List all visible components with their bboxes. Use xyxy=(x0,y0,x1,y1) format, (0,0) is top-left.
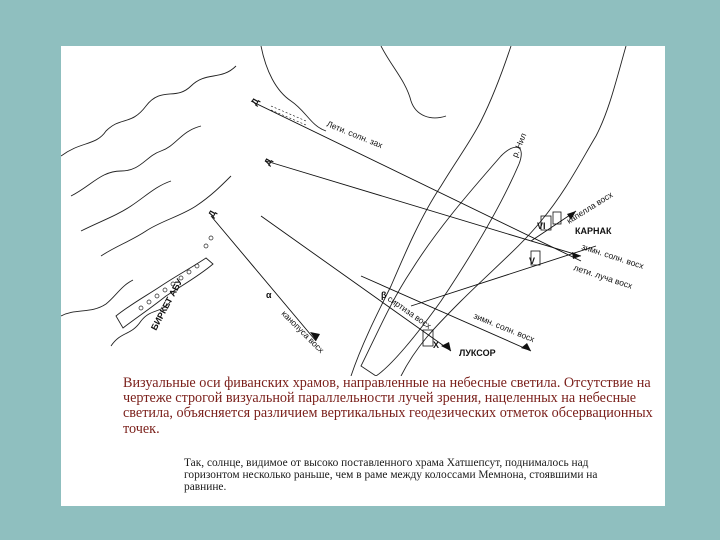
axis-summer-sunset xyxy=(251,101,581,261)
axis-winter-sunrise-karnak xyxy=(266,161,581,256)
glyph-c: Д xyxy=(206,208,218,219)
glyph-v: V xyxy=(529,256,536,266)
label-birket-abu: БИРКЕТ АБУ xyxy=(148,277,185,332)
glyph-alpha: α xyxy=(266,290,272,300)
label-canopus: канопуса восх xyxy=(279,308,327,355)
caption-main: Визуальные оси фиванских храмов, направленные на небесные светила. Отсутствие на чертеже строгой визуальной параллельности лучей зрения, нацеленных на небесные светила, объясняется различием вертикальных геодезических отметок обсервационных точек. xyxy=(123,375,653,437)
label-winter-sunrise-1: зимн. солн. восх xyxy=(580,241,646,271)
glyph-beta: β xyxy=(381,290,387,300)
label-sirius: сиртиза восх xyxy=(385,293,434,331)
axis-sirius xyxy=(261,216,451,351)
label-karnak: КАРНАК xyxy=(575,226,612,236)
glyph-b: Д xyxy=(262,156,274,167)
caption-note: Так, солнце, видимое от высоко поставленного храма Хатшепсут, поднималось над горизонтом несколько раньше, чем в раме между колоссами Мемнона, стоявшими на равнине. xyxy=(184,457,598,493)
label-nile: р. Нил xyxy=(509,131,529,159)
glyph-x: X xyxy=(433,340,440,350)
hills-5 xyxy=(261,46,326,131)
hills-1 xyxy=(61,66,236,156)
slide xyxy=(61,46,665,506)
hills-3 xyxy=(81,181,171,231)
hills-2 xyxy=(71,126,201,196)
glyph-a: Д xyxy=(249,96,261,107)
axis-summer-sunrise xyxy=(411,246,596,306)
hills-6 xyxy=(381,46,446,118)
arrow-5 xyxy=(572,252,581,259)
hills-7 xyxy=(61,280,133,316)
label-summer-sunrise: лети. лучa восх xyxy=(572,262,634,291)
label-summer-sunset: Лети. солн. зах xyxy=(325,118,385,151)
glyph-vi: VI xyxy=(537,221,546,231)
island xyxy=(361,147,521,376)
axis-dashed-2 xyxy=(271,110,306,125)
map-figure xyxy=(61,46,665,376)
arrow-2 xyxy=(441,342,451,351)
label-capella: капелла восх xyxy=(564,189,615,226)
label-winter-sunrise-2: зимн. солн. восх xyxy=(472,310,537,345)
label-luxor: ЛУКСОР xyxy=(459,348,496,358)
arrow-3 xyxy=(521,343,531,351)
